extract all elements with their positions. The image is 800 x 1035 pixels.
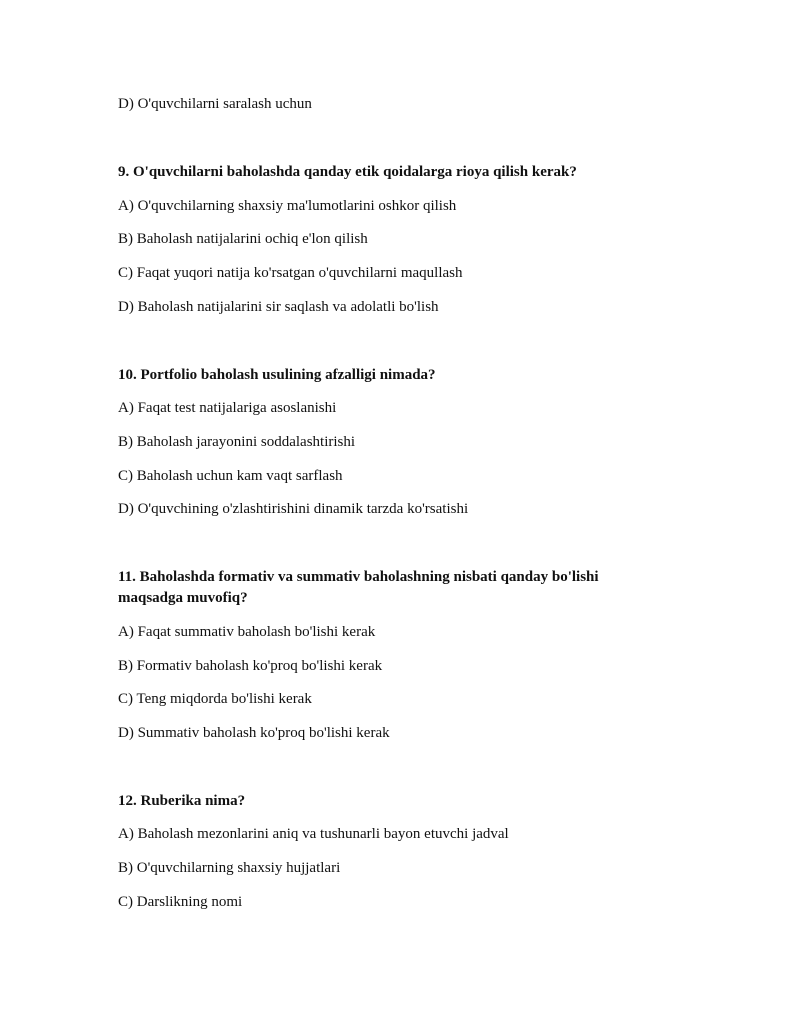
answer-option: D) O'quvchining o'zlashtirishini dinamik tarzda ko'rsatishi: [118, 501, 469, 517]
answer-option: C) Darslikning nomi: [118, 894, 243, 910]
answer-option: B) O'quvchilarning shaxsiy hujjatlari: [118, 860, 341, 876]
question-title: 9. O'quvchilarni baholashda qanday etik qoidalarga rioya qilish kerak?: [118, 164, 577, 180]
answer-option: B) Baholash natijalarini ochiq e'lon qilish: [118, 231, 368, 247]
question-title: 11. Baholashda formativ va summativ baholashning nisbati qanday bo'lishi: [118, 569, 599, 585]
answer-option: B) Baholash jarayonini soddalashtirishi: [118, 434, 356, 450]
question-title: 12. Ruberika nima?: [118, 793, 246, 809]
answer-option: A) Baholash mezonlarini aniq va tushunarli bayon etuvchi jadval: [118, 826, 509, 842]
question-title: 10. Portfolio baholash usulining afzalligi nimada?: [118, 367, 436, 383]
question-title-continuation: maqsadga muvofiq?: [118, 590, 248, 606]
answer-option: A) Faqat summativ baholash bo'lishi kerak: [118, 624, 376, 640]
answer-option: B) Formativ baholash ko'proq bo'lishi kerak: [118, 658, 383, 674]
answer-option: C) Teng miqdorda bo'lishi kerak: [118, 691, 312, 707]
answer-option: D) O'quvchilarni saralash uchun: [118, 96, 312, 112]
answer-option: A) O'quvchilarning shaxsiy ma'lumotlarini oshkor qilish: [118, 198, 457, 214]
answer-option: A) Faqat test natijalariga asoslanishi: [118, 400, 337, 416]
answer-option: C) Faqat yuqori natija ko'rsatgan o'quvchilarni maqullash: [118, 265, 463, 281]
answer-option: C) Baholash uchun kam vaqt sarflash: [118, 468, 343, 484]
answer-option: D) Baholash natijalarini sir saqlash va adolatli bo'lish: [118, 299, 439, 315]
answer-option: D) Summativ baholash ko'proq bo'lishi kerak: [118, 725, 390, 741]
